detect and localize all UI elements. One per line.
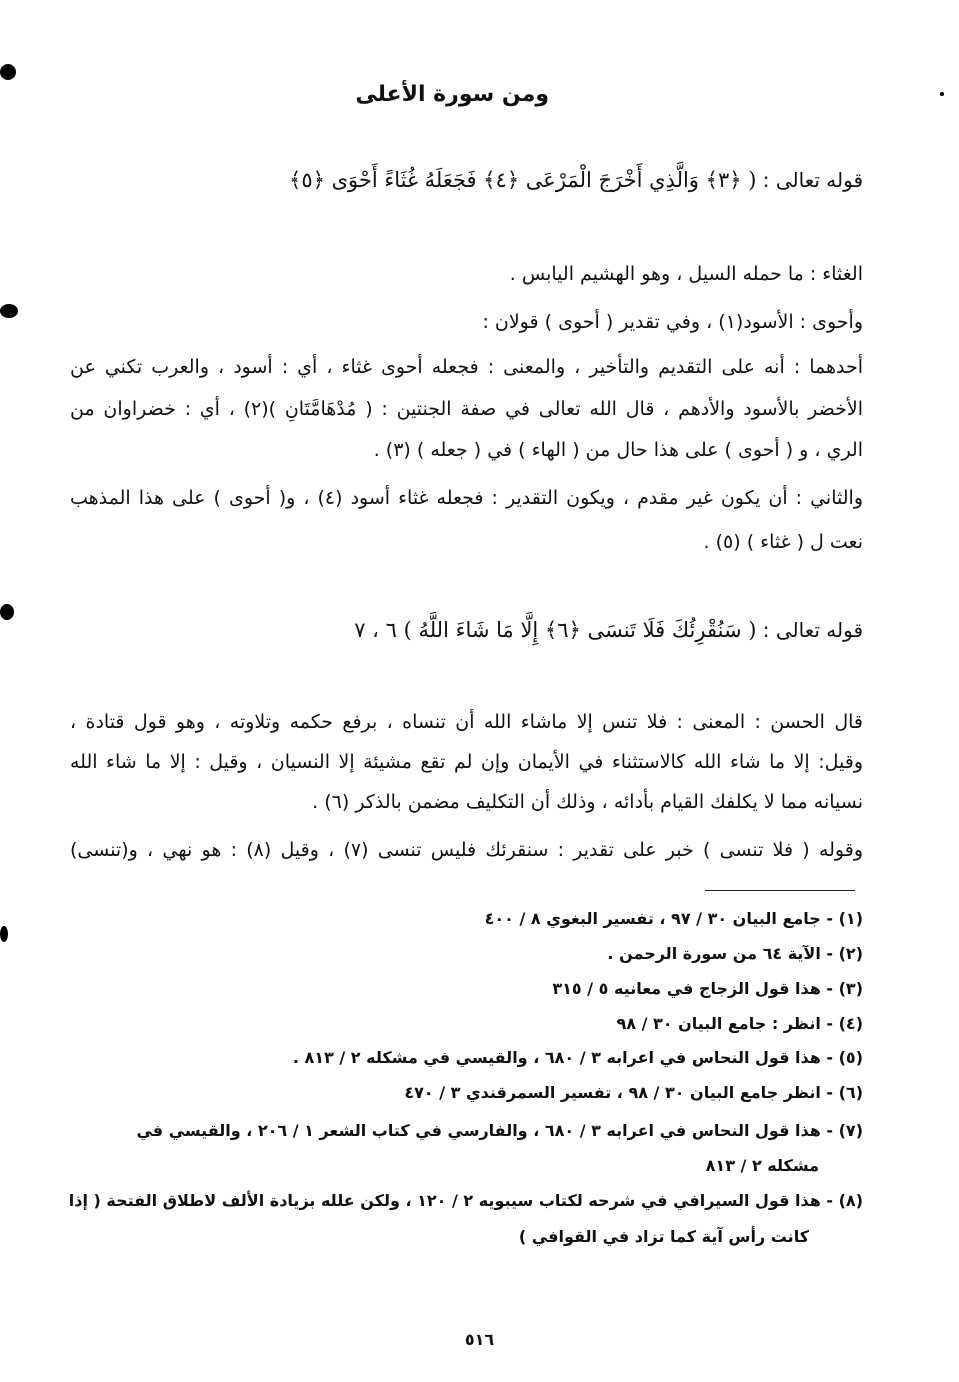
footnote: (٦) - انظر جامع البيان ٣٠ / ٩٨ ، تفسير السمرقندي ٣ / ٤٧٠ <box>404 1083 863 1102</box>
paragraph-line: الغثاء : ما حمله السيل ، وهو الهشيم اليابس . <box>509 263 863 285</box>
paragraph-line: قال الحسن : المعنى : فلا تنس إلا ماشاء الله أن تنساه ، برفع حكمه وتلاوته ، وهو قول قتادة ، <box>70 711 863 733</box>
quran-verse-text: ( سَنُقْرِئُكَ فَلَا تَنسَى ﴿٦﴾ إِلَّا مَا شَاءَ اللَّهُ ) ٦ ، ٧ <box>354 618 757 642</box>
paragraph-line: الري ، و ( أحوى ) على هذا حال من ( الهاء ) في ( جعله ) (٣) . <box>373 439 863 461</box>
scan-mark <box>0 604 14 620</box>
paragraph-line: وقيل: إلا ما شاء الله كالاستثناء في الأيمان وإن لم تقع مشيئة إلا النسيان ، وقيل : إلا ما شاء الله <box>70 751 863 773</box>
footnote-continuation: كانت رأس آية كما تزاد في القوافي ) <box>518 1227 809 1246</box>
footnote: (٢) - الآية ٦٤ من سورة الرحمن . <box>607 944 863 963</box>
paragraph-line: وقوله ( فلا تنسى ) خبر على تقدير : سنقرئك فليس تنسى (٧) ، وقيل (٨) : هو نهي ، و(تنسى) <box>70 839 863 861</box>
page-number: ٥١٦ <box>464 1330 495 1349</box>
quran-verse-text: ( ﴿٣﴾ وَالَّذِي أَخْرَجَ الْمَرْعَى ﴿٤﴾ فَجَعَلَهُ غُثَاءً أَحْوَى ﴿٥﴾ <box>289 168 757 192</box>
paragraph-line: أحدهما : أنه على التقديم والتأخير ، والمعنى : فجعله أحوى غثاء ، أي : أسود ، والعرب تكني عن <box>70 356 863 378</box>
scan-dot <box>940 92 944 96</box>
scan-mark <box>0 64 16 80</box>
paragraph-line: نسيانه مما لا يكلفك القيام بأدائه ، وذلك أن التكليف مضمن بالذكر (٦) . <box>312 791 863 813</box>
verse-line-1 <box>289 168 863 192</box>
verse-lead: قوله تعالى : <box>762 618 863 642</box>
paragraph-line: والثاني : أن يكون غير مقدم ، ويكون التقدير : فجعله غثاء أسود (٤) ، و( أحوى ) على هذا المذهب <box>70 487 863 509</box>
verse-lead: قوله تعالى : <box>762 168 863 192</box>
paragraph-line: نعت ل ( غثاء ) (٥) . <box>703 531 863 553</box>
footnote-continuation: مشكله ٢ / ٨١٣ <box>705 1156 819 1175</box>
footnote: (٣) - هذا قول الزجاج في معانيه ٥ / ٣١٥ <box>552 979 863 998</box>
scan-mark <box>0 926 8 942</box>
verse-line-2 <box>354 618 863 642</box>
footnote: (٨) - هذا قول السيرافي في شرحه لكتاب سيبويه ٢ / ١٢٠ ، ولكن علله بزيادة الألف لاطلاق الفتحة ( إذا <box>68 1191 863 1210</box>
footnote: (٧) - هذا قول النحاس في اعرابه ٣ / ٦٨٠ ، والفارسي في كتاب الشعر ١ / ٢٠٦ ، والقيسي في <box>136 1121 863 1140</box>
footnote: (١) - جامع البيان ٣٠ / ٩٧ ، تفسير البغوي ٨ / ٤٠٠ <box>484 909 863 928</box>
footnote: (٥) - هذا قول النحاس في اعرابه ٣ / ٦٨٠ ، والقيسي في مشكله ٢ / ٨١٣ . <box>292 1048 863 1067</box>
paragraph-line: وأحوى : الأسود(١) ، وفي تقدير ( أحوى ) قولان : <box>482 311 863 333</box>
footnote: (٤) - انظر : جامع البيان ٣٠ / ٩٨ <box>616 1014 863 1033</box>
scan-mark <box>0 304 18 318</box>
footnote-separator <box>705 890 855 891</box>
paragraph-line: الأخضر بالأسود والأدهم ، قال الله تعالى في صفة الجنتين : ( مُدْهَامَّتَانِ )(٢) ، أي : خضراوان من <box>70 398 863 420</box>
surah-title: ومن سورة الأعلى <box>355 82 549 107</box>
